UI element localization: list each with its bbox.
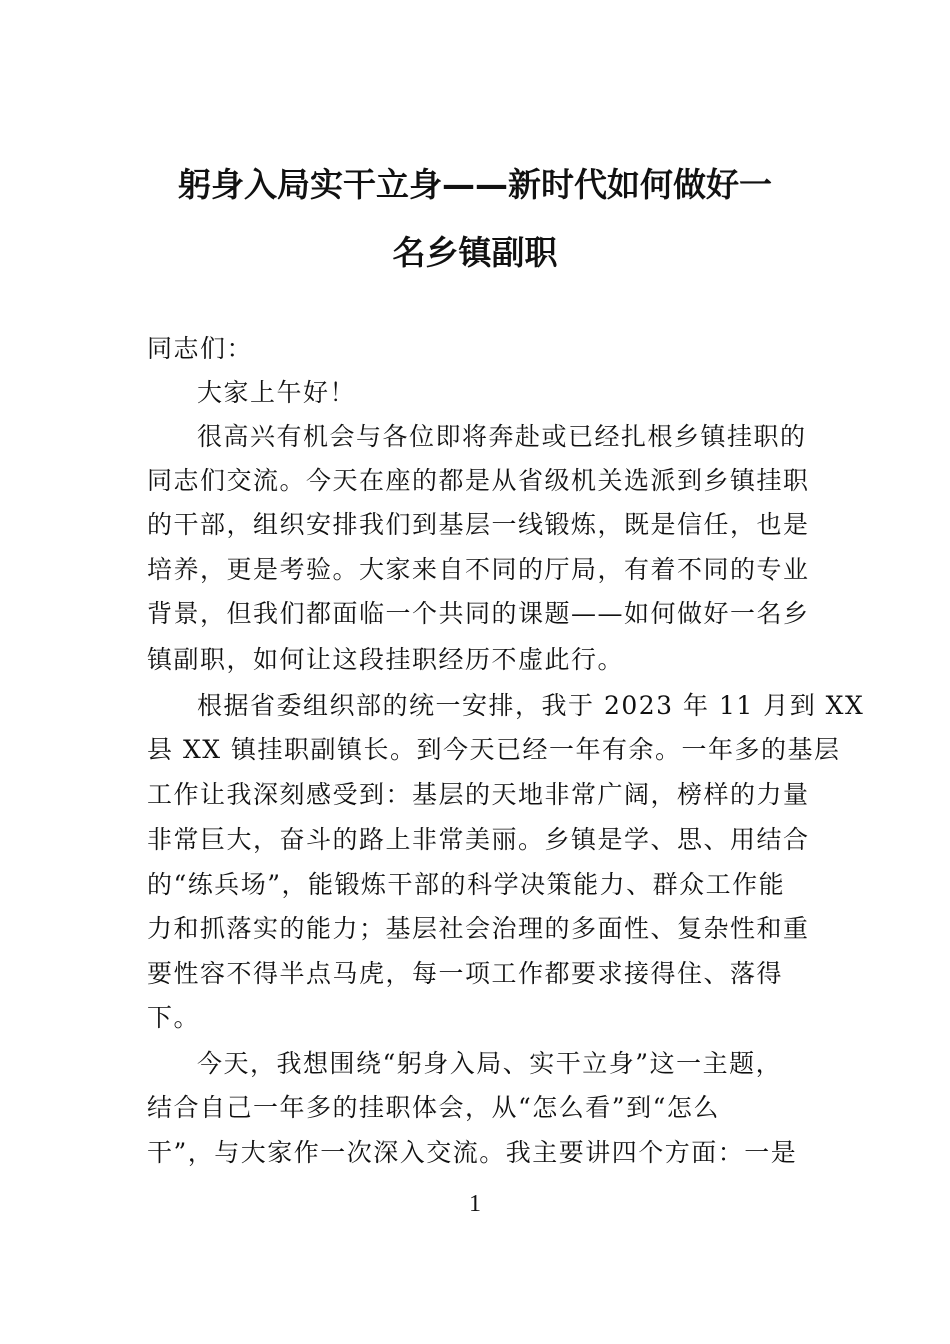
body-line: 下。 [147, 1003, 201, 1032]
body-line: 的“练兵场”，能锻炼干部的科学决策能力、群众工作能 [147, 870, 786, 899]
greeting: 大家上午好！ [197, 378, 357, 407]
body-line: 根据省委组织部的统一安排，我于 2023 年 11 月到 XX [197, 691, 865, 720]
body-line: 镇副职，如何让这段挂职经历不虚此行。 [147, 645, 625, 674]
body-line: 非常巨大，奋斗的路上非常美丽。乡镇是学、思、用结合 [147, 825, 810, 854]
body-line: 的干部，组织安排我们到基层一线锻炼，既是信任，也是 [147, 510, 810, 539]
body-line: 同志们交流。今天在座的都是从省级机关选派到乡镇挂职 [147, 466, 810, 495]
document-title-line-1: 躬身入局实干立身——新时代如何做好一 [178, 165, 772, 204]
page-number: 1 [469, 1191, 481, 1217]
body-line: 很高兴有机会与各位即将奔赴或已经扎根乡镇挂职的 [197, 422, 807, 451]
body-line: 背景，但我们都面临一个共同的课题——如何做好一名乡 [147, 599, 810, 628]
body-line: 工作让我深刻感受到：基层的天地非常广阔，榜样的力量 [147, 780, 810, 809]
salutation: 同志们： [147, 334, 254, 363]
body-line: 干”，与大家作一次深入交流。我主要讲四个方面：一是 [147, 1138, 798, 1167]
document-title-line-2: 名乡镇副职 [392, 233, 558, 272]
body-line: 力和抓落实的能力；基层社会治理的多面性、复杂性和重 [147, 914, 810, 943]
body-line: 培养，更是考验。大家来自不同的厅局，有着不同的专业 [147, 555, 810, 584]
body-line: 结合自己一年多的挂职体会，从“怎么看”到“怎么 [147, 1093, 720, 1122]
body-line: 要性容不得半点马虎，每一项工作都要求接得住、落得 [147, 959, 784, 988]
body-line: 今天，我想围绕“躬身入局、实干立身”这一主题， [197, 1049, 783, 1078]
body-line: 县 XX 镇挂职副镇长。到今天已经一年有余。一年多的基层 [147, 735, 841, 764]
